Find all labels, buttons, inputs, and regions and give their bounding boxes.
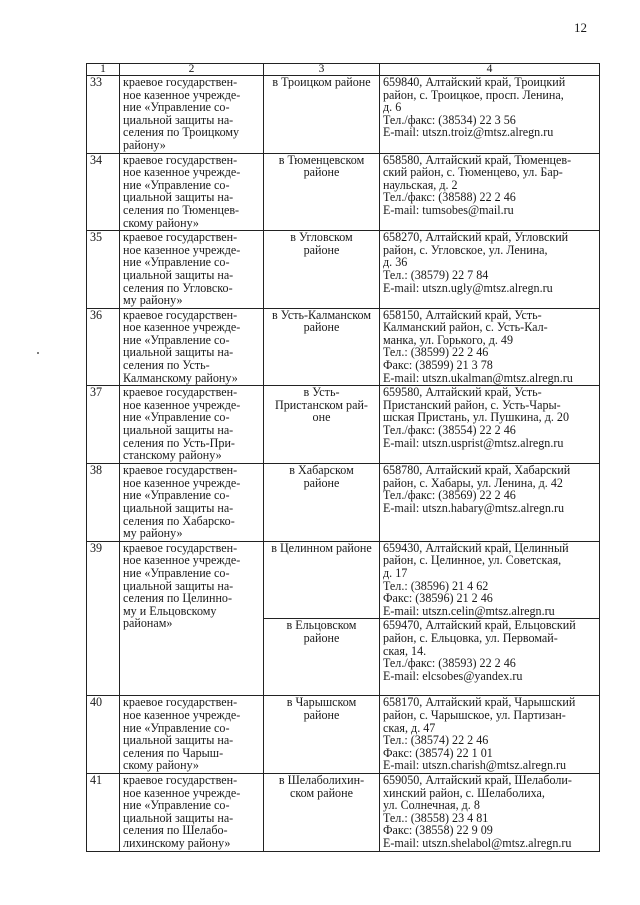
email-line[interactable]: E-mail: utszn.habary@mtsz.alregn.ru — [383, 501, 565, 516]
contact-line: Тел./факс: (38569) 22 2 46 — [383, 488, 516, 503]
contact-line: шская Пристань, ул. Пушкина, д. 20 — [383, 410, 570, 425]
contact-line: д. 36 — [383, 255, 408, 270]
table-row — [87, 773, 600, 851]
contact-line: 658150, Алтайский край, Усть- — [383, 308, 542, 322]
contact-line: Тел.: (38599) 22 2 46 — [383, 345, 489, 360]
contact-line: район, с. Целинное, ул. Советская, — [383, 553, 562, 568]
contact-line: 658270, Алтайский край, Угловский — [383, 230, 569, 245]
scan-speck — [37, 352, 39, 354]
table-body — [87, 76, 600, 852]
table-row — [87, 308, 600, 386]
address-table — [86, 63, 600, 852]
institution-name: краевое государствен- ное казенное учрежде- ние «Управление со- циальной защиты на- селения по Угловско- му району» — [120, 231, 264, 309]
institution-name: краевое государствен- ное казенное учрежде- ние «Управление со- циальной защиты на- селения по Чарыш- скому району» — [120, 696, 264, 774]
table-row — [87, 153, 600, 231]
contact-line: ский район, с. Тюменцево, ул. Бар- — [383, 165, 563, 180]
district-name: в Хабарском районе — [264, 464, 380, 542]
row-number: 36 — [87, 308, 120, 386]
institution-name: краевое государствен- ное казенное учрежде- ние «Управление со- циальной защиты на- селения по Усть- Калманскому району» — [120, 308, 264, 386]
row-number: 41 — [87, 773, 120, 851]
header-cell-2: 2 — [120, 64, 264, 76]
email-line[interactable]: E-mail: utszn.ukalman@mtsz.alregn.ru — [383, 370, 573, 385]
email-line[interactable]: E-mail: utszn.celin@mtsz.alregn.ru — [383, 603, 555, 618]
district-name: в Чарышском районе — [264, 696, 380, 774]
header-cell-1: 1 — [87, 64, 120, 76]
contact-line: район, с. Троицкое, просп. Ленина, — [383, 87, 564, 102]
row-number: 37 — [87, 386, 120, 464]
contact-line: Тел./факс: (38593) 22 2 46 — [383, 656, 516, 671]
email-line[interactable]: E-mail: utszn.ugly@mtsz.alregn.ru — [383, 280, 553, 295]
contact-details — [380, 231, 600, 309]
contact-line: район, с. Угловское, ул. Ленина, — [383, 242, 548, 257]
contact-details — [380, 386, 600, 464]
table-row — [87, 696, 600, 774]
row-number: 33 — [87, 76, 120, 154]
contact-line: хинский район, с. Шелаболиха, — [383, 785, 545, 800]
contact-line: Факс: (38574) 22 1 01 — [383, 745, 493, 760]
header-cell-3: 3 — [264, 64, 380, 76]
contact-line: ул. Солнечная, д. 8 — [383, 798, 480, 813]
email-line[interactable]: E-mail: utszn.charish@mtsz.alregn.ru — [383, 758, 567, 773]
contact-line: д. 6 — [383, 100, 402, 115]
table-row — [87, 541, 600, 619]
contact-line: наульская, д. 2 — [383, 177, 458, 192]
row-number: 38 — [87, 464, 120, 542]
email-line[interactable]: E-mail: utszn.troiz@mtsz.alregn.ru — [383, 125, 554, 140]
table-row — [87, 76, 600, 154]
contact-line: 659840, Алтайский край, Троицкий — [383, 75, 566, 89]
contact-line: 659580, Алтайский край, Усть- — [383, 385, 542, 400]
district-name: в Ельцовском районе — [264, 619, 380, 696]
email-line[interactable]: E-mail: utszn.usprist@mtsz.alregn.ru — [383, 435, 564, 450]
contact-details — [380, 76, 600, 154]
contact-line: Тел.: (38574) 22 2 46 — [383, 733, 489, 748]
row-number: 40 — [87, 696, 120, 774]
institution-name: краевое государствен- ное казенное учрежде- ние «Управление со- циальной защиты на- селения по Троицкому району» — [120, 76, 264, 154]
institution-name: краевое государствен- ное казенное учрежде- ние «Управление со- циальной защиты на- селения по Шелабо- лихинскому району» — [120, 773, 264, 851]
district-name: в Целинном районе — [264, 541, 380, 619]
institution-name: краевое государствен- ное казенное учрежде- ние «Управление со- циальной защиты на- селения по Целинно- му и Ельцовскому районам» — [120, 541, 264, 696]
contact-line: Пристанский район, с. Усть-Чары- — [383, 397, 561, 412]
contact-line: район, с. Хабары, ул. Ленина, д. 42 — [383, 475, 563, 490]
contact-line: Факс: (38599) 21 3 78 — [383, 358, 493, 373]
row-number: 34 — [87, 153, 120, 231]
district-name: в Троицком районе — [264, 76, 380, 154]
district-name: в Угловском районе — [264, 231, 380, 309]
district-name: в Усть- Пристанском рай- оне — [264, 386, 380, 464]
district-name: в Тюменцевском районе — [264, 153, 380, 231]
contact-details — [380, 464, 600, 542]
contact-details — [380, 308, 600, 386]
contact-line: 659470, Алтайский край, Ельцовский — [383, 618, 576, 633]
table-row — [87, 386, 600, 464]
contact-line: д. 17 — [383, 566, 408, 580]
contact-line: район, с. Ельцовка, ул. Первомай- — [383, 630, 558, 645]
contact-line: Тел./факс: (38534) 22 3 56 — [383, 112, 516, 127]
row-number: 39 — [87, 541, 120, 696]
email-line[interactable]: E-mail: elcsobes@yandex.ru — [383, 668, 523, 683]
contact-details — [380, 541, 600, 619]
email-line[interactable]: E-mail: utszn.shelabol@mtsz.alregn.ru — [383, 835, 572, 850]
contact-details — [380, 619, 600, 696]
contact-line: 658170, Алтайский край, Чарышский — [383, 695, 576, 710]
contact-line: Факс: (38558) 22 9 09 — [383, 823, 493, 838]
table-row — [87, 231, 600, 309]
table-row — [87, 464, 600, 542]
header-row — [87, 64, 600, 76]
contact-line: 658780, Алтайский край, Хабарский — [383, 463, 571, 478]
contact-line: Тел.: (38596) 21 4 62 — [383, 578, 489, 593]
row-number: 35 — [87, 231, 120, 309]
email-line[interactable]: E-mail: tumsobes@mail.ru — [383, 202, 514, 217]
header-cell-4: 4 — [380, 64, 600, 76]
contact-line: ская, 14. — [383, 643, 427, 658]
institution-name: краевое государствен- ное казенное учрежде- ние «Управление со- циальной защиты на- селения по Усть-При- станскому району» — [120, 386, 264, 464]
contact-details — [380, 773, 600, 851]
contact-details — [380, 696, 600, 774]
district-name: в Усть-Калманском районе — [264, 308, 380, 386]
contact-line: Тел./факс: (38588) 22 2 46 — [383, 190, 516, 205]
contact-line: Калманский район, с. Усть-Кал- — [383, 320, 548, 335]
page-number: 12 — [574, 20, 587, 35]
contact-line: Тел.: (38558) 23 4 81 — [383, 810, 489, 825]
contact-line: Тел./факс: (38554) 22 2 46 — [383, 423, 516, 438]
contact-line: Тел.: (38579) 22 7 84 — [383, 267, 489, 282]
institution-name: краевое государствен- ное казенное учрежде- ние «Управление со- циальной защиты на- селения по Хабарско- му району» — [120, 464, 264, 542]
institution-name: краевое государствен- ное казенное учрежде- ние «Управление со- циальной защиты на- селения по Тюменцев- скому району» — [120, 153, 264, 231]
contact-line: Факс: (38596) 21 2 46 — [383, 591, 493, 606]
contact-line: 658580, Алтайский край, Тюменцев- — [383, 153, 572, 167]
contact-line: ская, д. 47 — [383, 720, 436, 735]
contact-line: манка, ул. Горького, д. 49 — [383, 332, 514, 347]
contact-details — [380, 153, 600, 231]
contact-line: район, с. Чарышское, ул. Партизан- — [383, 707, 566, 722]
district-name: в Шелаболихин- ском районе — [264, 773, 380, 851]
contact-line: 659050, Алтайский край, Шелаболи- — [383, 773, 572, 787]
contact-line: 659430, Алтайский край, Целинный — [383, 541, 569, 555]
